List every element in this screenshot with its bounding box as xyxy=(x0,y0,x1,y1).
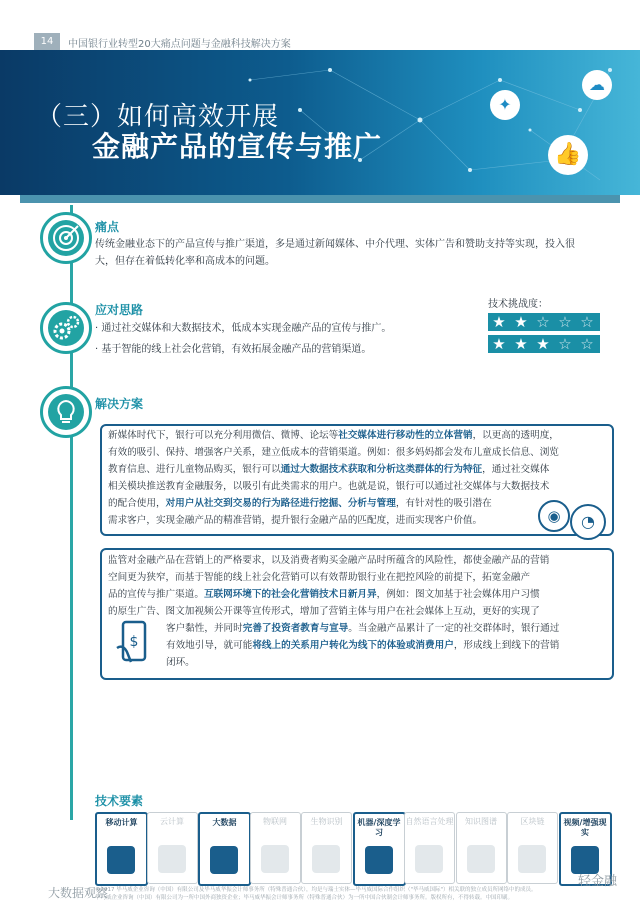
star-empty-icon: ☆ xyxy=(580,313,594,331)
star-filled-icon: ★ xyxy=(536,335,550,353)
tech-item-label: 大数据 xyxy=(212,818,237,827)
tech-item-label: 生物识别 xyxy=(310,817,343,826)
star-filled-icon: ★ xyxy=(492,313,506,331)
tech-item-label: 自然语言处理 xyxy=(405,817,454,826)
like-bubble-icon: 👍 xyxy=(548,135,588,175)
tech-item-icon xyxy=(518,845,546,873)
box2-line-1: 监管对金融产品在营销上的严格要求，以及消费者购买金融产品时所蕴含的风险性，都使金融产品的营销 xyxy=(108,555,550,566)
banner-title-line2: 金融产品的宣传与推广 xyxy=(92,130,383,163)
box1-line-6: 需求客户，实现金融产品的精准营销，提升银行金融产品的匹配度，进而实现客户价值。 xyxy=(108,515,483,526)
tech-item xyxy=(456,812,507,884)
box1-line-5: 的配合使用，对用户从社交到交易的行为路径进行挖掘、分析与管理，有针对性的吸引潜在 xyxy=(108,498,492,509)
approach-item-2: · 基于智能的线上社会化营销，有效拓展金融产品的营销渠道。 xyxy=(95,344,372,355)
tech-item-label: 移动计算 xyxy=(105,818,138,827)
star-filled-icon: ★ xyxy=(514,313,528,331)
star-empty-icon: ☆ xyxy=(580,335,594,353)
approach-heading: 应对思路 xyxy=(95,303,144,317)
footer-line-2: 毕马威企业咨询（中国）有限公司为一所中国外商独资企业；毕马威华振会计师事务所（特殊普通合伙）为一所中国合伙制会计师事务所。版权所有，不得转载。中国印刷。 xyxy=(95,895,514,901)
banner-stripe xyxy=(20,195,620,203)
difficulty-row-2 xyxy=(488,335,600,353)
header-title: 中国银行业转型20大痛点问题与金融科技解决方案 xyxy=(68,39,291,50)
banner-title-line1: （三）如何高效开展 xyxy=(36,102,280,132)
star-empty-icon: ☆ xyxy=(536,313,550,331)
tech-item xyxy=(250,812,301,884)
pain-heading: 痛点 xyxy=(95,220,120,234)
tech-item xyxy=(507,812,558,884)
tech-item-label: 区块链 xyxy=(520,817,545,826)
tech-item-icon xyxy=(261,845,289,873)
box1-line-2: 有效的吸引、保持、增强客户关系，建立低成本的营销渠道。例如：很多妈妈都会发布儿童成长信息、浏览 xyxy=(108,447,559,458)
box2-line-6: 有效地引导，就可能将线上的关系用户转化为线下的体验或消费用户，形成线上到线下的营销 xyxy=(166,640,560,651)
box1-line-3: 教育信息、进行儿童物品购买，银行可以通过大数据技术获取和分析这类群体的行为特征，通过社交媒体 xyxy=(108,464,550,475)
tech-item-icon xyxy=(210,846,238,874)
target-icon xyxy=(40,212,92,264)
tech-item xyxy=(353,812,406,886)
weibo-icon: ◉ xyxy=(538,500,570,532)
tech-item-label: 物联网 xyxy=(263,817,287,826)
footer-line-1: ©2017 毕马威企业咨询（中国）有限公司及毕马威华振会计师事务所（特殊普通合伙），均是与瑞士实体—毕马威国际合作组织（"毕马威国际"）相关联的独立成员所网络中的成员。 xyxy=(95,887,537,893)
approach-item-1: · 通过社交媒体和大数据技术，低成本实现金融产品的宣传与推广。 xyxy=(95,323,392,334)
tech-item-label: 云计算 xyxy=(160,817,184,826)
tech-item xyxy=(147,812,198,884)
tech-item-icon xyxy=(365,846,393,874)
svg-text:$: $ xyxy=(129,634,139,650)
tech-item-icon xyxy=(312,845,340,873)
box1-line-4: 相关模块推送教育金融服务，以吸引有此类需求的用户。也就是说，银行可以通过社交媒体与大数据技术 xyxy=(108,481,550,492)
difficulty-row-1 xyxy=(488,313,600,331)
timeline-line xyxy=(70,205,73,820)
box2-line-5: 客户黏性，并同时完善了投资者教育与宣导。当金融产品累计了一定的社交群体时，银行通过 xyxy=(166,623,560,634)
tech-item xyxy=(404,812,455,884)
gears-icon xyxy=(40,302,92,354)
pain-text-line2: 大，但存在着低转化率和高成本的问题。 xyxy=(95,256,275,267)
cloud-bubble-icon: ☁ xyxy=(582,70,612,100)
wechat-icon: ◔ xyxy=(570,504,606,540)
pain-text-line1: 传统金融业态下的产品宣传与推广渠道，多是通过新闻媒体、中介代理、实体广告和赞助支持等实现，投入很 xyxy=(95,239,575,250)
tech-row xyxy=(95,812,610,884)
tech-item-icon xyxy=(107,846,135,874)
lightbulb-icon xyxy=(40,386,92,438)
tech-item xyxy=(301,812,352,884)
star-empty-icon: ☆ xyxy=(558,313,572,331)
star-filled-icon: ★ xyxy=(514,335,528,353)
tech-item-label: 机器/深度学习 xyxy=(357,818,401,837)
box1-line-1: 新媒体时代下，银行可以充分利用微信、微博、论坛等社交媒体进行移动性的立体营销，以更高的透明度， xyxy=(108,430,559,441)
tech-item-icon xyxy=(467,845,495,873)
tech-item-icon xyxy=(415,845,443,873)
tech-item xyxy=(198,812,251,886)
star-empty-icon: ☆ xyxy=(558,335,572,353)
box2-line-4: 的原生广告、图文加视频公开课等宣传形式，增加了营销主体与用户在社会媒体上互动，更好的实现了 xyxy=(108,606,540,617)
tech-item-label: 视频/增强现实 xyxy=(563,818,607,837)
difficulty-label: 技术挑战度： xyxy=(488,299,548,310)
tech-item xyxy=(95,812,148,886)
watermark-right: 轻金融 xyxy=(578,874,618,889)
twitter-bubble-icon: ✦ xyxy=(490,90,520,120)
tech-item-label: 知识图谱 xyxy=(465,817,497,826)
box2-line-3: 品的宣传与推广渠道。互联网环境下的社会化营销技术日新月异，例如：图文加基于社会媒体用户习惯 xyxy=(108,589,540,600)
star-filled-icon: ★ xyxy=(492,335,506,353)
mobile-payment-icon xyxy=(115,618,155,672)
solution-heading: 解决方案 xyxy=(95,397,144,411)
tech-item-icon xyxy=(158,845,186,873)
tech-heading: 技术要素 xyxy=(95,794,144,808)
page-number: 14 xyxy=(34,33,60,51)
watermark-left: 大数据观察 xyxy=(48,886,109,900)
box2-line-7: 闭环。 xyxy=(166,657,195,668)
box2-line-2: 空间更为狭窄，而基于智能的线上社会化营销可以有效帮助银行业在把控风险的前提下，拓宽金融产 xyxy=(108,572,531,583)
